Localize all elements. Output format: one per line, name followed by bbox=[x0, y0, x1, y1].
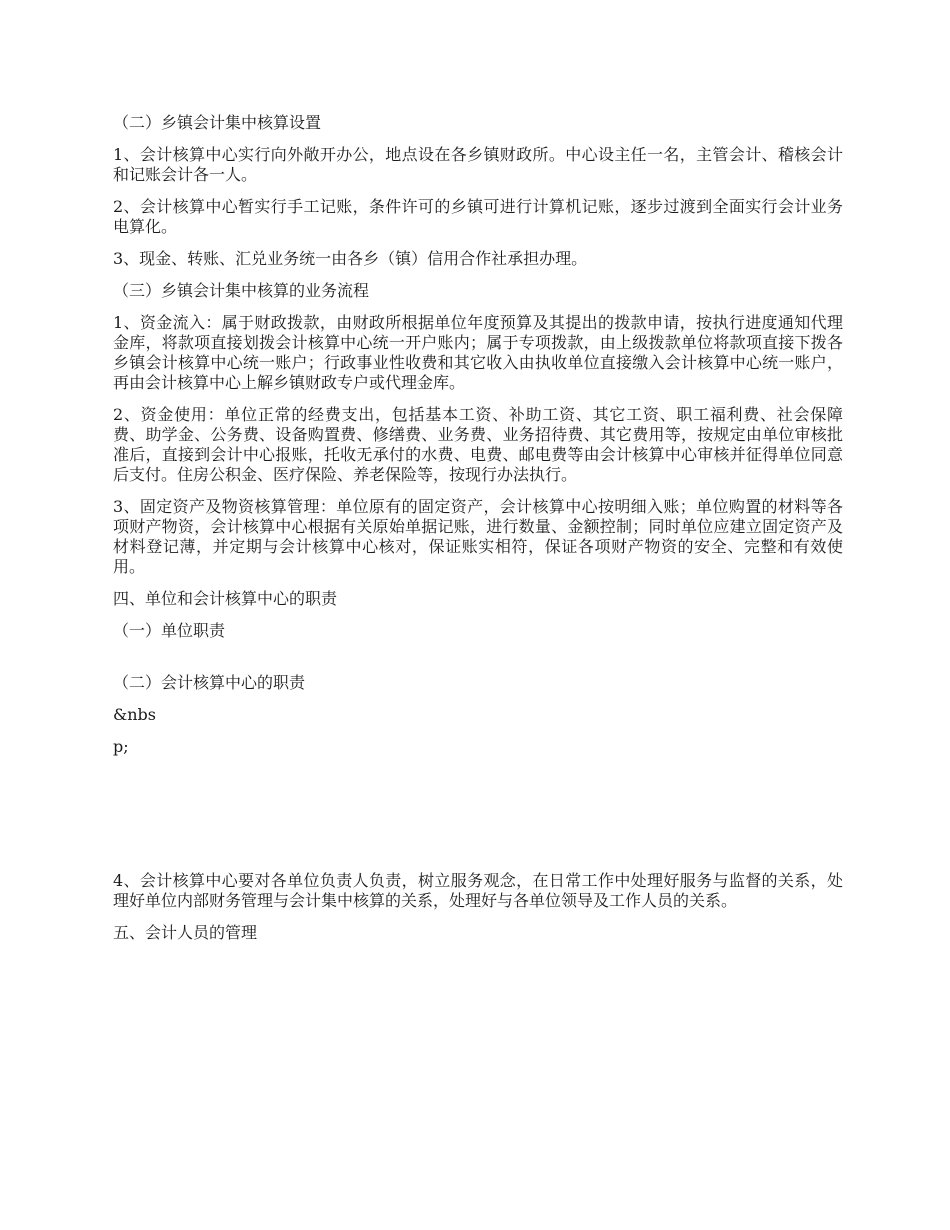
stray-text-nbs: &nbs bbox=[113, 705, 156, 724]
paragraph-cash-transfer: 3、现金、转账、汇兑业务统一由各乡（镇）信用合作社承担办理。 bbox=[113, 249, 588, 268]
subheading-center-responsibilities: （二）会计核算中心的职责 bbox=[113, 673, 306, 692]
stray-text-p: p; bbox=[113, 737, 129, 756]
paragraph-manual-bookkeeping: 2、会计核算中心暂实行手工记账，条件许可的乡镇可进行计算机记账，逐步过渡到全面实行会计业务电算化。 bbox=[113, 197, 843, 236]
document-body bbox=[113, 113, 843, 955]
paragraph-center-office: 1、会计核算中心实行向外敞开办公，地点设在各乡镇财政所。中心设主任一名，主管会计、稽核会计和记账会计各一人。 bbox=[113, 145, 843, 184]
section-heading-business-flow: （三）乡镇会计集中核算的业务流程 bbox=[113, 281, 370, 300]
paragraph-fixed-assets: 3、固定资产及物资核算管理：单位原有的固定资产，会计核算中心按明细入账；单位购置的材料等各项财产物资，会计核算中心根据有关原始单据记账，进行数量、金额控制；同时单位应建立固定资产及材料登记薄，并定期与会计核算中心核对，保证账实相符，保证各项财产物资的安全、完整和有效使用。 bbox=[113, 497, 843, 576]
blank-space bbox=[113, 769, 843, 871]
section-heading-staff-management: 五、会计人员的管理 bbox=[113, 923, 258, 942]
subheading-unit-responsibilities: （一）单位职责 bbox=[113, 621, 226, 640]
section-heading-responsibilities: 四、单位和会计核算中心的职责 bbox=[113, 589, 338, 608]
paragraph-center-service: 4、会计核算中心要对各单位负责人负责，树立服务观念，在日常工作中处理好服务与监督的关系，处理好单位内部财务管理与会计集中核算的关系，处理好与各单位领导及工作人员的关系。 bbox=[113, 871, 843, 910]
section-heading-township-setup: （二）乡镇会计集中核算设置 bbox=[113, 113, 322, 132]
blank-space bbox=[113, 653, 843, 673]
paragraph-fund-inflow: 1、资金流入：属于财政拨款，由财政所根据单位年度预算及其提出的拨款申请，按执行进度通知代理金库，将款项直接划拨会计核算中心统一开户账内；属于专项拨款，由上级拨款单位将款项直接下拨各乡镇会计核算中心统一账户；行政事业性收费和其它收入由执收单位直接缴入会计核算中心统一账户，再由会计核算中心上解乡镇财政专户或代理金库。 bbox=[113, 313, 843, 392]
paragraph-fund-usage: 2、资金使用：单位正常的经费支出，包括基本工资、补助工资、其它工资、职工福利费、社会保障费、助学金、公务费、设备购置费、修缮费、业务费、业务招待费、其它费用等，按规定由单位审核批准后，直接到会计中心报账，托收无承付的水费、电费、邮电费等由会计核算中心审核并征得单位同意后支付。住房公积金、医疗保险、养老保险等，按现行办法执行。 bbox=[113, 405, 843, 484]
